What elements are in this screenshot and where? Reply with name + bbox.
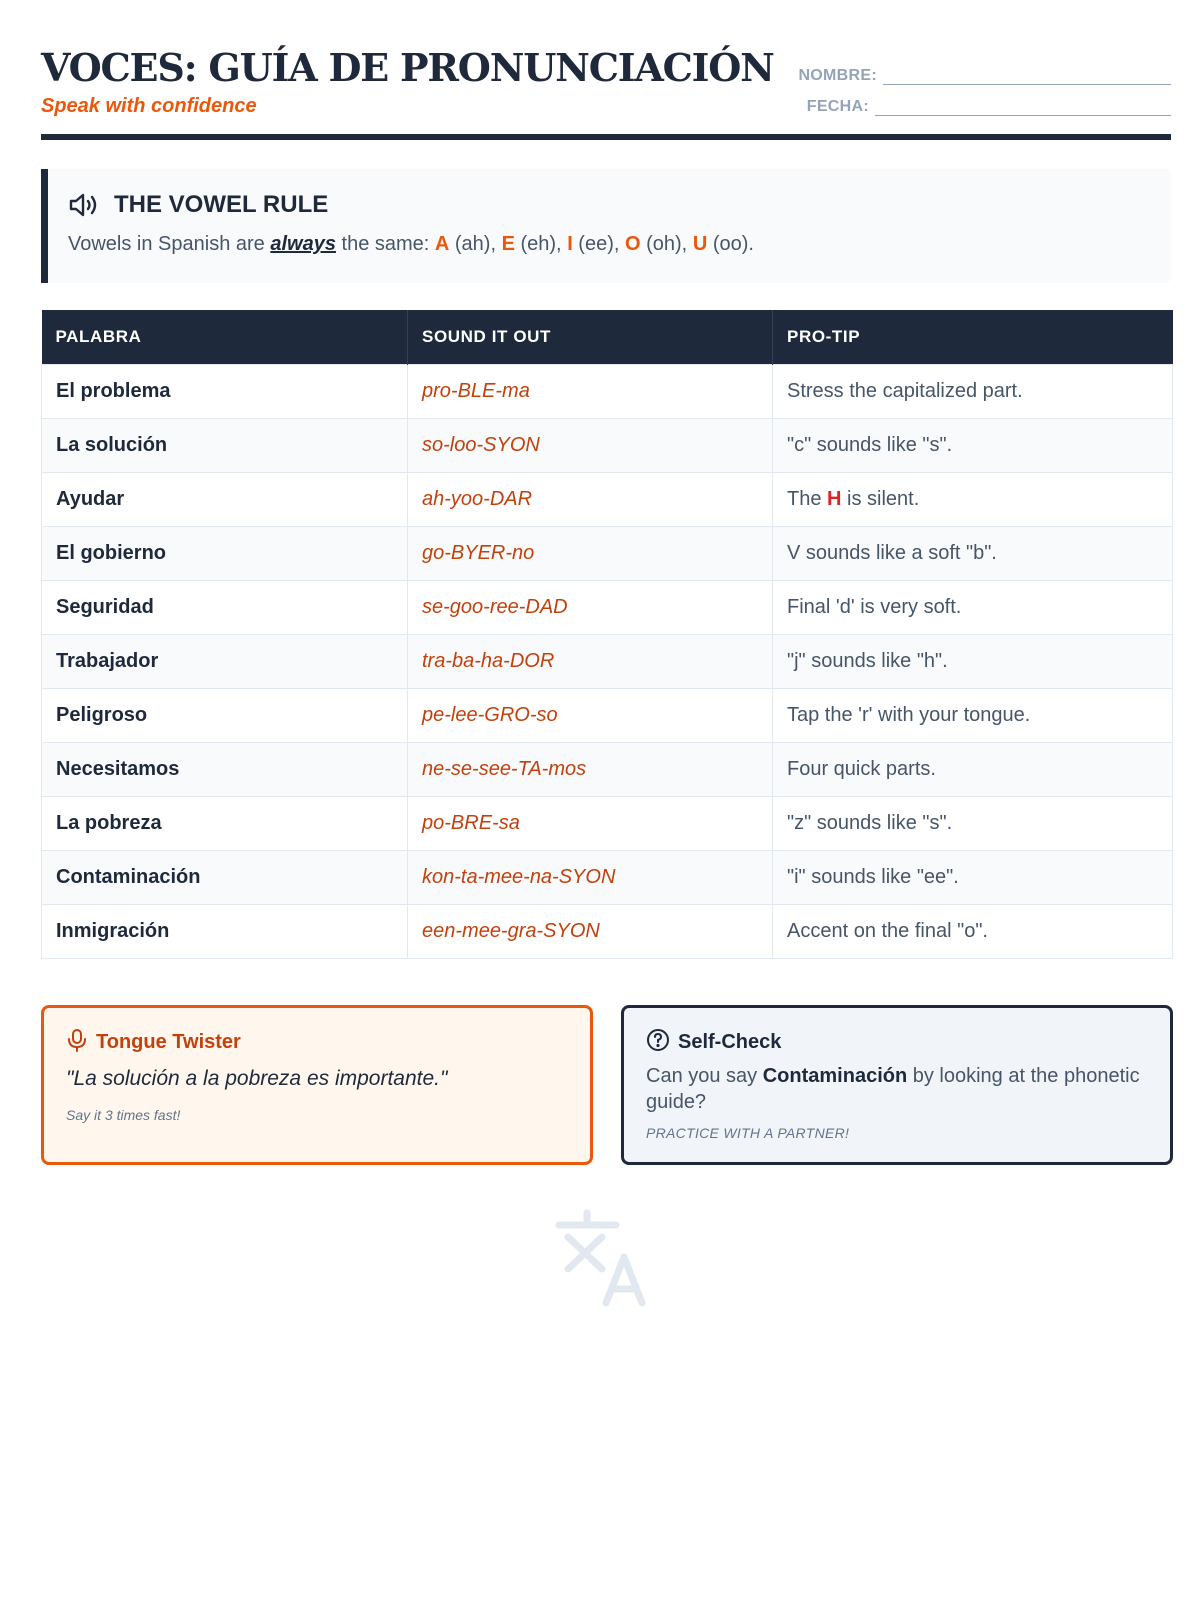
table-row <box>42 797 1173 851</box>
phonetic-cell: po-BRE-sa <box>408 797 773 851</box>
tongue-twister-quote: "La solución a la pobreza es importante." <box>66 1067 448 1090</box>
table-row <box>42 743 1173 797</box>
tongue-twister-box <box>41 1005 593 1165</box>
word-cell: Contaminación <box>42 851 408 905</box>
table-row <box>42 365 1173 419</box>
column-header-word: PALABRA <box>42 310 408 365</box>
page-subtitle: Speak with confidence <box>41 95 257 117</box>
word-cell: Necesitamos <box>42 743 408 797</box>
phonetic-cell: pro-BLE-ma <box>408 365 773 419</box>
vowel-sound: (ah), <box>449 233 502 255</box>
table-row <box>42 527 1173 581</box>
phonetic-cell: se-goo-ree-DAD <box>408 581 773 635</box>
page-title: VOCES: GUÍA DE PRONUNCIACIÓN <box>41 45 774 90</box>
word-cell: Seguridad <box>42 581 408 635</box>
table-row <box>42 635 1173 689</box>
tip-cell: Stress the capitalized part. <box>773 365 1173 419</box>
tongue-twister-heading <box>66 1028 241 1057</box>
phonetic-cell: pe-lee-GRO-so <box>408 689 773 743</box>
tongue-twister-title: Tongue Twister <box>96 1031 241 1053</box>
tip-cell: "z" sounds like "s". <box>773 797 1173 851</box>
tip-text: The <box>787 488 828 510</box>
rule-text-start: Vowels in Spanish are <box>68 233 271 255</box>
word-cell: Ayudar <box>42 473 408 527</box>
date-field <box>807 98 1171 116</box>
tip-highlight: H <box>827 488 842 510</box>
tip-cell: V sounds like a soft "b". <box>773 527 1173 581</box>
tip-cell: Final 'd' is very soft. <box>773 581 1173 635</box>
self-check-note: PRACTICE WITH A PARTNER! <box>646 1125 850 1141</box>
vowel-sound: (oo). <box>707 233 754 255</box>
self-check-word: Contaminación <box>762 1065 908 1087</box>
self-check-box <box>621 1005 1173 1165</box>
table-row <box>42 689 1173 743</box>
name-blank-line <box>883 68 1171 85</box>
translate-icon <box>554 1207 654 1312</box>
table-header-row <box>42 310 1173 365</box>
table-row <box>42 581 1173 635</box>
self-check-title: Self-Check <box>678 1031 782 1053</box>
word-cell: Peligroso <box>42 689 408 743</box>
word-cell: El gobierno <box>42 527 408 581</box>
vowel-rule-title: THE VOWEL RULE <box>114 191 329 218</box>
vowel-rule-card <box>41 169 1171 283</box>
tongue-twister-note: Say it 3 times fast! <box>66 1107 181 1123</box>
name-label: NOMBRE: <box>798 67 877 84</box>
name-field <box>798 67 1171 85</box>
self-check-text-end: by looking at the phonetic guide? <box>646 1065 1140 1113</box>
tip-text: is silent. <box>841 488 920 510</box>
vowel-letter: O <box>625 233 641 255</box>
table-row <box>42 905 1173 959</box>
word-cell: La solución <box>42 419 408 473</box>
tip-cell: Tap the 'r' with your tongue. <box>773 689 1173 743</box>
column-header-tip: PRO-TIP <box>773 310 1173 365</box>
table-row <box>42 419 1173 473</box>
rule-emphasis: always <box>270 233 336 255</box>
phonetic-cell: kon-ta-mee-na-SYON <box>408 851 773 905</box>
header-divider <box>41 134 1171 140</box>
tip-cell: "i" sounds like "ee". <box>773 851 1173 905</box>
tip-cell: "j" sounds like "h". <box>773 635 1173 689</box>
word-cell: El problema <box>42 365 408 419</box>
phonetic-cell: tra-ba-ha-DOR <box>408 635 773 689</box>
header <box>41 40 1171 140</box>
vowel-letter: A <box>434 233 450 255</box>
self-check-text-start: Can you say <box>646 1065 763 1087</box>
question-circle-icon <box>646 1028 670 1057</box>
phonetic-cell: go-BYER-no <box>408 527 773 581</box>
table-row <box>42 473 1173 527</box>
date-label: FECHA: <box>806 98 869 115</box>
phonetic-cell: ah-yoo-DAR <box>408 473 773 527</box>
word-cell: Trabajador <box>42 635 408 689</box>
tip-cell: Accent on the final "o". <box>773 905 1173 959</box>
vowel-rule-heading <box>68 191 328 219</box>
tip-cell: Four quick parts. <box>773 743 1173 797</box>
speaker-icon <box>68 191 100 219</box>
vowel-rule-text <box>68 233 754 256</box>
vowel-letter: I <box>567 233 573 255</box>
vowel-letter: E <box>501 233 515 255</box>
self-check-text <box>646 1063 1146 1115</box>
rule-text-middle: the same: <box>335 233 435 255</box>
tip-cell: "c" sounds like "s". <box>773 419 1173 473</box>
word-cell: Inmigración <box>42 905 408 959</box>
phonetic-cell: so-loo-SYON <box>408 419 773 473</box>
self-check-heading <box>646 1028 781 1057</box>
table-row <box>42 851 1173 905</box>
vowel-sound: (ee), <box>572 233 625 255</box>
microphone-icon <box>66 1028 88 1057</box>
vowel-sound: (eh), <box>514 233 568 255</box>
date-blank-line <box>875 99 1171 116</box>
word-cell: La pobreza <box>42 797 408 851</box>
pronunciation-table <box>41 310 1173 959</box>
phonetic-cell: een-mee-gra-SYON <box>408 905 773 959</box>
column-header-phonetic: SOUND IT OUT <box>408 310 773 365</box>
tip-cell <box>773 473 1173 527</box>
phonetic-cell: ne-se-see-TA-mos <box>408 743 773 797</box>
vowel-letter: U <box>692 233 708 255</box>
vowel-sound: (oh), <box>640 233 693 255</box>
